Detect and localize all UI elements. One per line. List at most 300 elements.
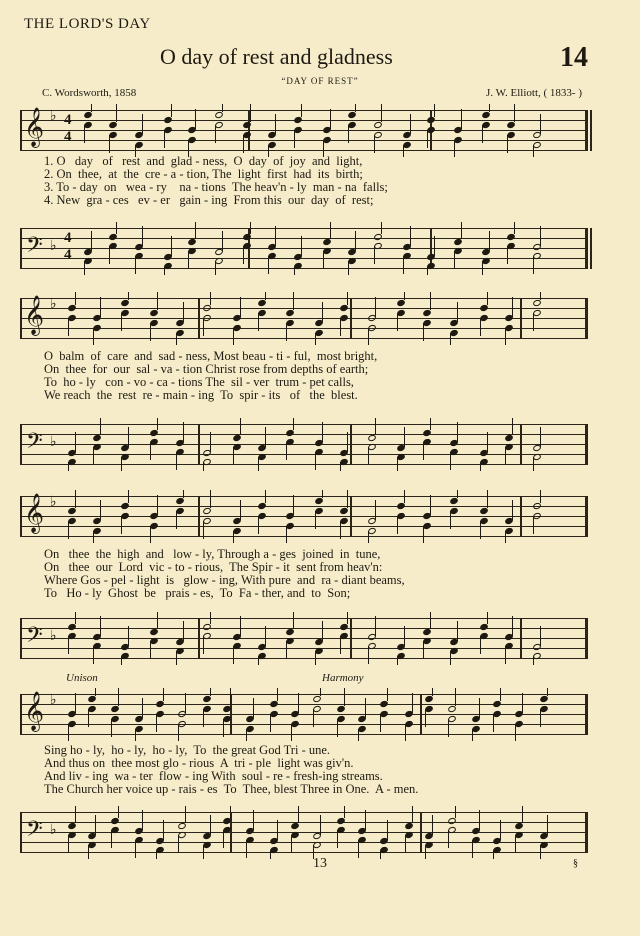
notehead-icon bbox=[347, 111, 357, 119]
notehead-icon bbox=[337, 817, 347, 825]
lyrics-system-1 bbox=[44, 155, 574, 207]
notehead-icon bbox=[202, 507, 212, 515]
note-stem bbox=[448, 830, 449, 848]
note-stem bbox=[157, 292, 158, 310]
notehead-icon bbox=[150, 309, 160, 317]
note-stem bbox=[340, 636, 341, 654]
notehead-icon bbox=[67, 304, 77, 312]
notehead-icon bbox=[314, 497, 324, 505]
note-stem bbox=[412, 806, 413, 823]
notehead-icon bbox=[514, 822, 524, 830]
note-stem bbox=[265, 292, 266, 300]
barline bbox=[350, 496, 352, 537]
staff-line bbox=[20, 526, 588, 527]
note-stem bbox=[277, 688, 278, 701]
note-stem bbox=[253, 810, 254, 830]
notehead-icon bbox=[232, 434, 242, 442]
hymn-title: O day of rest and gladness bbox=[160, 44, 393, 69]
note-stem bbox=[128, 292, 129, 300]
bass-clef-icon: 𝄢 bbox=[26, 233, 43, 263]
bass-staff-4 bbox=[20, 812, 588, 854]
staff-line bbox=[20, 258, 588, 259]
notehead-icon bbox=[202, 623, 212, 631]
note-stem bbox=[487, 490, 488, 508]
notehead-icon bbox=[380, 700, 390, 708]
note-stem bbox=[461, 222, 462, 239]
note-stem bbox=[505, 531, 506, 543]
note-stem bbox=[75, 292, 76, 305]
note-stem bbox=[100, 418, 101, 435]
note-stem bbox=[298, 693, 299, 713]
note-stem bbox=[222, 104, 223, 112]
tune-name: “DAY OF REST” bbox=[281, 76, 359, 86]
note-stem bbox=[430, 292, 431, 310]
note-stem bbox=[320, 815, 321, 835]
note-stem bbox=[128, 626, 129, 646]
note-stem bbox=[347, 612, 348, 624]
note-stem bbox=[405, 835, 406, 853]
music-attribution: J. W. Elliott, ( 1833- ) bbox=[486, 87, 582, 99]
note-stem bbox=[540, 226, 541, 246]
note-stem bbox=[91, 104, 92, 112]
final-barline bbox=[585, 228, 588, 269]
notehead-icon bbox=[93, 434, 103, 442]
note-stem bbox=[540, 490, 541, 503]
note-stem bbox=[203, 462, 204, 471]
note-stem bbox=[404, 292, 405, 300]
note-stem bbox=[381, 222, 382, 234]
note-stem bbox=[142, 810, 143, 830]
lyric-line: To ho - ly con - vo - ca - tions The sil - ver trum - pet calls, bbox=[44, 375, 354, 389]
note-stem bbox=[430, 495, 431, 515]
note-stem bbox=[322, 621, 323, 641]
note-stem bbox=[210, 612, 211, 624]
note-stem bbox=[450, 651, 451, 665]
final-barline bbox=[585, 496, 588, 537]
notehead-icon bbox=[340, 507, 350, 515]
lyrics-system-2 bbox=[44, 350, 574, 402]
note-stem bbox=[315, 452, 316, 470]
notehead-icon bbox=[447, 705, 457, 713]
note-stem bbox=[512, 297, 513, 317]
note-stem bbox=[514, 222, 515, 234]
note-stem bbox=[482, 125, 483, 143]
note-stem bbox=[135, 729, 136, 741]
staff-line bbox=[20, 618, 588, 619]
note-stem bbox=[230, 806, 231, 818]
note-stem bbox=[150, 641, 151, 659]
note-stem bbox=[118, 688, 119, 706]
notehead-icon bbox=[177, 822, 187, 830]
final-barline bbox=[585, 110, 588, 151]
barline bbox=[198, 496, 200, 537]
barline bbox=[20, 110, 22, 151]
note-stem bbox=[347, 292, 348, 305]
notehead-icon bbox=[67, 623, 77, 631]
note-stem bbox=[215, 261, 216, 275]
notehead-icon bbox=[285, 309, 295, 317]
note-stem bbox=[171, 236, 172, 256]
note-stem bbox=[380, 714, 381, 732]
note-stem bbox=[387, 688, 388, 701]
notehead-icon bbox=[532, 299, 542, 307]
note-stem bbox=[176, 651, 177, 665]
time-signature-icon: 4 4 bbox=[64, 230, 72, 263]
notehead-icon bbox=[214, 111, 224, 119]
note-stem bbox=[277, 820, 278, 840]
note-stem bbox=[397, 313, 398, 331]
barline bbox=[248, 110, 250, 151]
notehead-icon bbox=[422, 429, 432, 437]
barline bbox=[20, 812, 22, 853]
staff-line bbox=[20, 822, 588, 823]
note-stem bbox=[434, 236, 435, 256]
note-stem bbox=[253, 698, 254, 718]
time-signature-icon: 4 4 bbox=[64, 112, 72, 145]
barline bbox=[520, 618, 522, 659]
barline bbox=[420, 812, 422, 853]
notehead-icon bbox=[504, 434, 514, 442]
note-stem bbox=[315, 511, 316, 529]
note-stem bbox=[185, 806, 186, 823]
notehead-icon bbox=[426, 116, 436, 124]
notehead-icon bbox=[83, 111, 93, 119]
note-stem bbox=[322, 422, 323, 442]
note-stem bbox=[427, 266, 428, 275]
note-stem bbox=[540, 114, 541, 134]
note-stem bbox=[68, 318, 69, 336]
note-stem bbox=[183, 302, 184, 322]
notehead-icon bbox=[479, 304, 489, 312]
note-stem bbox=[430, 612, 431, 629]
note-stem bbox=[514, 104, 515, 122]
lyric-line: And thus on thee most glo - rious A tri - ple light was giv'n. bbox=[44, 756, 354, 770]
note-stem bbox=[293, 612, 294, 629]
note-stem bbox=[293, 418, 294, 430]
note-stem bbox=[344, 806, 345, 818]
lyric-line: We reach the rest re - main - ing To spir - its of the blest. bbox=[44, 388, 358, 402]
lyric-line: On thee our Lord vic - to - rious, The Spir - it sent from heav'n: bbox=[44, 560, 383, 574]
flat-key-signature-icon: ♭ bbox=[50, 108, 57, 124]
note-stem bbox=[293, 495, 294, 515]
note-stem bbox=[487, 292, 488, 305]
note-stem bbox=[91, 231, 92, 251]
note-stem bbox=[100, 297, 101, 317]
lyric-line: The Church her voice up - rais - es To Thee, blest Three in One. A - men. bbox=[44, 782, 419, 796]
note-stem bbox=[358, 729, 359, 741]
note-stem bbox=[533, 256, 534, 274]
staff-line bbox=[20, 464, 588, 465]
note-stem bbox=[315, 651, 316, 665]
note-stem bbox=[210, 688, 211, 696]
treble-staff-3 bbox=[20, 493, 588, 538]
notehead-icon bbox=[187, 238, 197, 246]
note-stem bbox=[489, 231, 490, 251]
notehead-icon bbox=[482, 111, 492, 119]
staff-line bbox=[20, 496, 588, 497]
note-stem bbox=[135, 256, 136, 274]
note-stem bbox=[427, 130, 428, 148]
note-stem bbox=[412, 693, 413, 713]
barline bbox=[20, 618, 22, 659]
note-stem bbox=[176, 333, 177, 345]
note-stem bbox=[294, 130, 295, 148]
note-stem bbox=[240, 418, 241, 435]
note-stem bbox=[480, 521, 481, 539]
lyrics-system-4 bbox=[44, 744, 574, 796]
note-stem bbox=[404, 626, 405, 646]
note-stem bbox=[178, 835, 179, 853]
note-stem bbox=[291, 835, 292, 853]
note-stem bbox=[84, 261, 85, 275]
staff-line bbox=[20, 536, 588, 537]
note-stem bbox=[472, 729, 473, 741]
notehead-icon bbox=[506, 233, 516, 241]
note-stem bbox=[93, 447, 94, 465]
note-stem bbox=[507, 135, 508, 153]
staff-line bbox=[20, 248, 588, 249]
barline bbox=[198, 424, 200, 465]
notehead-icon bbox=[175, 497, 185, 505]
note-stem bbox=[93, 646, 94, 664]
note-stem bbox=[337, 830, 338, 848]
note-stem bbox=[176, 511, 177, 529]
bass-clef-icon: 𝄢 bbox=[26, 623, 43, 653]
staff-line bbox=[20, 852, 588, 853]
notehead-icon bbox=[506, 121, 516, 129]
note-stem bbox=[337, 719, 338, 737]
note-stem bbox=[423, 442, 424, 460]
note-stem bbox=[258, 516, 259, 534]
note-stem bbox=[432, 688, 433, 696]
note-stem bbox=[505, 328, 506, 345]
staff-line bbox=[20, 308, 588, 309]
note-stem bbox=[404, 427, 405, 447]
note-stem bbox=[505, 646, 506, 664]
lyric-line: And liv - ing wa - ter flow - ing With soul - re - fresh-ing streams. bbox=[44, 769, 383, 783]
note-stem bbox=[230, 688, 231, 706]
notehead-icon bbox=[285, 429, 295, 437]
flat-key-signature-icon: ♭ bbox=[50, 238, 57, 254]
words-attribution: C. Wordsworth, 1858 bbox=[42, 87, 137, 99]
note-stem bbox=[157, 418, 158, 430]
note-stem bbox=[183, 490, 184, 498]
lyric-line: 3. To - day on wea - ry na - tions The heav'n - ly man - na falls; bbox=[44, 180, 388, 194]
note-stem bbox=[365, 698, 366, 718]
note-stem bbox=[111, 830, 112, 848]
note-stem bbox=[286, 323, 287, 341]
notehead-icon bbox=[257, 502, 267, 510]
note-stem bbox=[457, 302, 458, 322]
note-stem bbox=[540, 427, 541, 447]
note-stem bbox=[291, 724, 292, 741]
notehead-icon bbox=[492, 700, 502, 708]
notehead-icon bbox=[67, 507, 77, 515]
note-stem bbox=[410, 226, 411, 246]
staff-line bbox=[20, 694, 588, 695]
barline bbox=[20, 496, 22, 537]
staff-line bbox=[20, 268, 588, 269]
note-stem bbox=[240, 616, 241, 636]
note-stem bbox=[121, 656, 122, 665]
note-stem bbox=[183, 422, 184, 442]
note-stem bbox=[368, 646, 369, 664]
note-stem bbox=[387, 820, 388, 840]
note-stem bbox=[512, 616, 513, 636]
note-stem bbox=[250, 222, 251, 234]
note-stem bbox=[547, 815, 548, 835]
barline bbox=[420, 694, 422, 735]
note-stem bbox=[547, 688, 548, 696]
barline bbox=[590, 110, 592, 151]
note-stem bbox=[233, 328, 234, 345]
note-stem bbox=[215, 125, 216, 143]
note-stem bbox=[75, 612, 76, 624]
note-stem bbox=[210, 292, 211, 305]
note-stem bbox=[368, 328, 369, 345]
staff-line bbox=[20, 658, 588, 659]
note-stem bbox=[455, 806, 456, 818]
note-stem bbox=[540, 709, 541, 727]
barline bbox=[20, 424, 22, 465]
barline bbox=[350, 424, 352, 465]
note-stem bbox=[233, 447, 234, 465]
note-stem bbox=[397, 457, 398, 471]
note-stem bbox=[68, 835, 69, 853]
note-stem bbox=[340, 318, 341, 336]
bass-staff-3 bbox=[20, 618, 588, 660]
staff-line bbox=[20, 140, 588, 141]
note-stem bbox=[482, 261, 483, 275]
notehead-icon bbox=[294, 116, 304, 124]
note-stem bbox=[116, 104, 117, 122]
note-stem bbox=[397, 656, 398, 665]
notehead-icon bbox=[449, 497, 459, 505]
note-stem bbox=[163, 820, 164, 840]
notehead-icon bbox=[269, 700, 279, 708]
final-barline bbox=[585, 694, 588, 735]
note-stem bbox=[75, 693, 76, 713]
notehead-icon bbox=[202, 304, 212, 312]
lyrics-system-3 bbox=[44, 548, 574, 600]
staff-line bbox=[20, 704, 588, 705]
note-stem bbox=[315, 333, 316, 345]
note-stem bbox=[240, 500, 241, 520]
notehead-icon bbox=[479, 623, 489, 631]
staff-line bbox=[20, 434, 588, 435]
note-stem bbox=[164, 130, 165, 148]
note-stem bbox=[258, 656, 259, 665]
note-stem bbox=[233, 531, 234, 543]
note-stem bbox=[150, 526, 151, 543]
note-stem bbox=[109, 135, 110, 153]
note-stem bbox=[286, 442, 287, 460]
note-stem bbox=[480, 636, 481, 654]
notehead-icon bbox=[108, 233, 118, 241]
note-stem bbox=[487, 432, 488, 452]
note-stem bbox=[258, 457, 259, 471]
note-stem bbox=[118, 806, 119, 818]
note-stem bbox=[203, 636, 204, 654]
note-stem bbox=[323, 251, 324, 269]
note-stem bbox=[75, 806, 76, 823]
note-stem bbox=[95, 688, 96, 696]
staff-line bbox=[20, 150, 588, 151]
staff-line bbox=[20, 454, 588, 455]
staff-line bbox=[20, 338, 588, 339]
staff-line bbox=[20, 130, 588, 131]
note-stem bbox=[348, 125, 349, 143]
note-stem bbox=[121, 457, 122, 471]
notehead-icon bbox=[312, 695, 322, 703]
flat-key-signature-icon: ♭ bbox=[50, 692, 57, 708]
final-barline bbox=[585, 298, 588, 339]
note-stem bbox=[515, 724, 516, 741]
bass-staff-2 bbox=[20, 424, 588, 466]
note-stem bbox=[455, 688, 456, 706]
note-stem bbox=[454, 251, 455, 269]
notehead-icon bbox=[424, 695, 434, 703]
note-stem bbox=[243, 246, 244, 264]
note-stem bbox=[320, 688, 321, 696]
note-stem bbox=[480, 462, 481, 471]
staff-line bbox=[20, 734, 588, 735]
notehead-icon bbox=[340, 623, 350, 631]
barline bbox=[198, 298, 200, 339]
staff-line bbox=[20, 628, 588, 629]
final-barline bbox=[585, 424, 588, 465]
note-stem bbox=[423, 641, 424, 659]
note-stem bbox=[109, 246, 110, 264]
note-stem bbox=[423, 526, 424, 543]
note-stem bbox=[121, 313, 122, 331]
note-stem bbox=[348, 261, 349, 275]
note-stem bbox=[403, 256, 404, 274]
note-stem bbox=[275, 114, 276, 134]
note-stem bbox=[522, 693, 523, 713]
note-stem bbox=[457, 422, 458, 442]
note-stem bbox=[540, 292, 541, 300]
notehead-icon bbox=[422, 628, 432, 636]
staff-line bbox=[20, 328, 588, 329]
notehead-icon bbox=[397, 502, 407, 510]
page-number: 13 bbox=[313, 856, 327, 871]
note-stem bbox=[176, 452, 177, 470]
bass-clef-icon: 𝄢 bbox=[26, 429, 43, 459]
treble-clef-icon: 𝄞 bbox=[24, 107, 45, 147]
note-stem bbox=[397, 516, 398, 534]
bass-staff-1 bbox=[20, 228, 588, 270]
notehead-icon bbox=[290, 822, 300, 830]
note-stem bbox=[84, 125, 85, 143]
note-stem bbox=[340, 521, 341, 539]
note-stem bbox=[233, 646, 234, 664]
note-stem bbox=[268, 256, 269, 274]
barline bbox=[590, 228, 592, 269]
note-stem bbox=[121, 516, 122, 534]
lyric-line: 2. On thee, at the cre - a - tion, The light first had its birth; bbox=[44, 167, 363, 181]
note-stem bbox=[507, 246, 508, 264]
note-stem bbox=[515, 835, 516, 853]
note-stem bbox=[533, 313, 534, 331]
barline bbox=[20, 694, 22, 735]
ornament-mark: § bbox=[573, 858, 578, 869]
note-stem bbox=[210, 432, 211, 452]
note-stem bbox=[142, 226, 143, 246]
note-stem bbox=[313, 709, 314, 727]
staff-line bbox=[20, 638, 588, 639]
staff-line bbox=[20, 298, 588, 299]
